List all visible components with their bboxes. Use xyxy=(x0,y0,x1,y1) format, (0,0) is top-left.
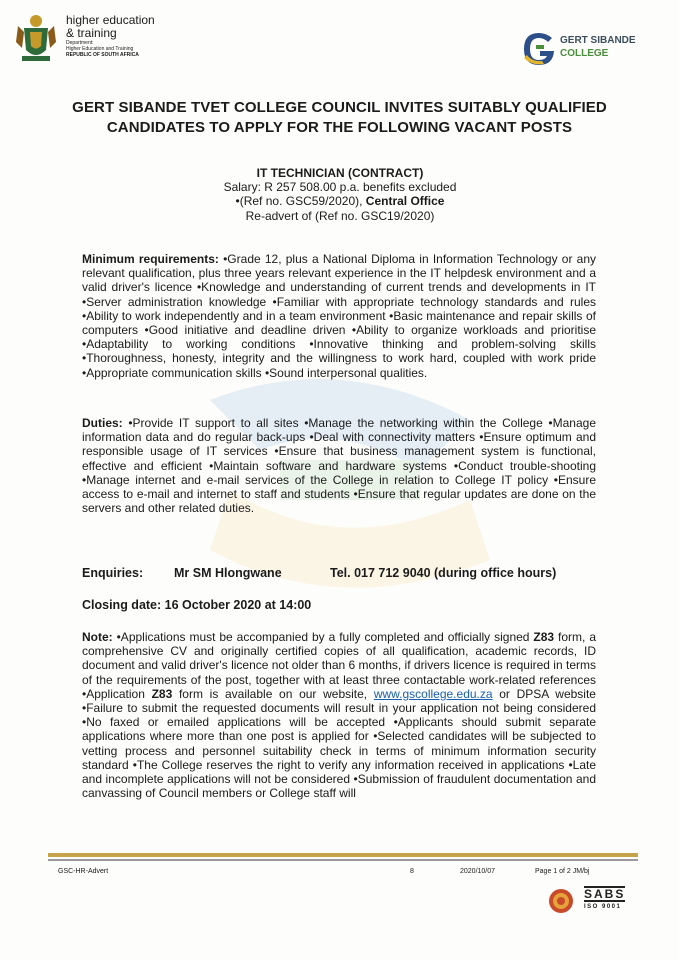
sabs-seal-icon xyxy=(548,888,574,914)
college-logo-line1: GERT SIBANDE xyxy=(560,35,636,46)
closing-date: Closing date: 16 October 2020 at 14:00 xyxy=(82,598,312,612)
enquiries-tel: Tel. 017 712 9040 (during office hours) xyxy=(330,566,557,580)
footer-page: Page 1 of 2 JM/bj xyxy=(535,868,590,875)
note-label: Note: xyxy=(82,630,113,644)
college-logo-line2: COLLEGE xyxy=(560,48,609,59)
department-line2: & training xyxy=(66,26,117,40)
minimum-requirements xyxy=(82,252,596,380)
footer-rule-gold xyxy=(48,853,638,857)
enquiries-label: Enquiries: xyxy=(82,566,144,580)
ref-location: Central Office xyxy=(365,194,445,209)
department-fine1: Department: xyxy=(66,40,94,46)
footer-code: GSC-HR-Advert xyxy=(58,868,109,875)
duties xyxy=(82,416,596,515)
note xyxy=(82,630,596,800)
note-part3: form is available on our website, xyxy=(178,686,368,701)
department-name xyxy=(66,14,226,58)
note-part2: form, a comprehensive CV and originally certified copies of all qualification, academic records, ID document and valid driver's licence not older than 6 months, if drivers licence is required in terms of the requirements of the post, together with at least three contactable work-related references •Application xyxy=(82,630,596,701)
post-reference xyxy=(150,194,530,208)
min-req-text: •Grade 12, plus a National Diploma in Information Technology or any relevant qualification, plus three years relevant experience in the IT helpdesk environment and a valid driver's licence •Knowledge and understanding of current trends and developments in IT •Server administration knowledge •Familiar with appropriate technology standards and rules •Ability to work independently and in a team environment •Basic maintenance and repair skills of computers •Good initiative and deadline driven •Ability to organize workloads and prioritise •Adaptability to working conditions •Innovative thinking and problem-solving skills •Thoroughness, honesty, integrity and the willingness to work hard, coupled with work pride •Appropriate communication skills •Sound interpersonal qualities. xyxy=(82,252,596,380)
college-g-icon xyxy=(522,32,556,66)
enquiries-name: Mr SM Hlongwane xyxy=(174,566,282,580)
note-z83-a: Z83 xyxy=(533,630,555,644)
footer-rule-grey xyxy=(48,859,638,861)
college-logo xyxy=(522,32,652,66)
post-salary: Salary: R 257 508.00 p.a. benefits excluded xyxy=(223,180,457,195)
ref-prefix: •(Ref no. GSC59/2020), xyxy=(235,194,363,209)
sabs-text: SABS xyxy=(584,887,626,901)
note-part1: •Applications must be accompanied by a fully completed and officially signed xyxy=(116,630,530,644)
coat-of-arms-icon xyxy=(12,12,60,64)
footer-number: 8 xyxy=(410,868,414,875)
footer-date: 2020/10/07 xyxy=(460,868,496,875)
department-fine2: Higher Education and Training xyxy=(66,46,134,52)
department-line1: higher education xyxy=(66,13,155,27)
duties-label: Duties: xyxy=(82,416,123,430)
page-title: GERT SIBANDE TVET COLLEGE COUNCIL INVITES SUITABLY QUALIFIED CANDIDATES TO APPLY FOR THE FOLLOWING VACANT POSTS xyxy=(72,99,607,136)
department-fine3: REPUBLIC OF SOUTH AFRICA xyxy=(66,52,139,58)
sabs-iso: ISO 9001 xyxy=(584,904,622,910)
post-readvert: Re-advert of (Ref no. GSC19/2020) xyxy=(245,208,435,223)
min-req-label: Minimum requirements: xyxy=(82,252,219,266)
duties-text: •Provide IT support to all sites •Manage the networking within the College •Manage information data and do regular back-ups •Deal with connectivity matters •Ensure optimum and responsible usage of IT services •Ensure that business management system is functional, effective and efficient •Maintain software and hardware systems •Conduct trouble-shooting •Manage internet and e-mail services of the College in relation to College IT policy •Ensure access to e-mail and internet to staff and students •Ensure that regular updates are done on the servers and other related duties. xyxy=(82,416,596,516)
note-z83-b: Z83 xyxy=(151,686,173,701)
note-part4: or DPSA website •Failure to submit the requested documents will result in your application not being considered •No faxed or emailed applications will be accepted •Applicants should submit separate applications where more than one post is applied for •Selected candidates will be subjected to vetting process and personnel suitability check in terms of minimum information security standard •The College reserves the right to verify any information received in applications •Late and incomplete applications will not be considered •Submission of fraudulent documentation and canvassing of Council members or College staff will xyxy=(82,686,596,801)
sabs-mark xyxy=(548,884,643,918)
post-details xyxy=(150,166,530,223)
website-link[interactable]: www.gscollege.edu.za xyxy=(373,686,493,701)
post-title: IT TECHNICIAN (CONTRACT) xyxy=(256,166,424,180)
